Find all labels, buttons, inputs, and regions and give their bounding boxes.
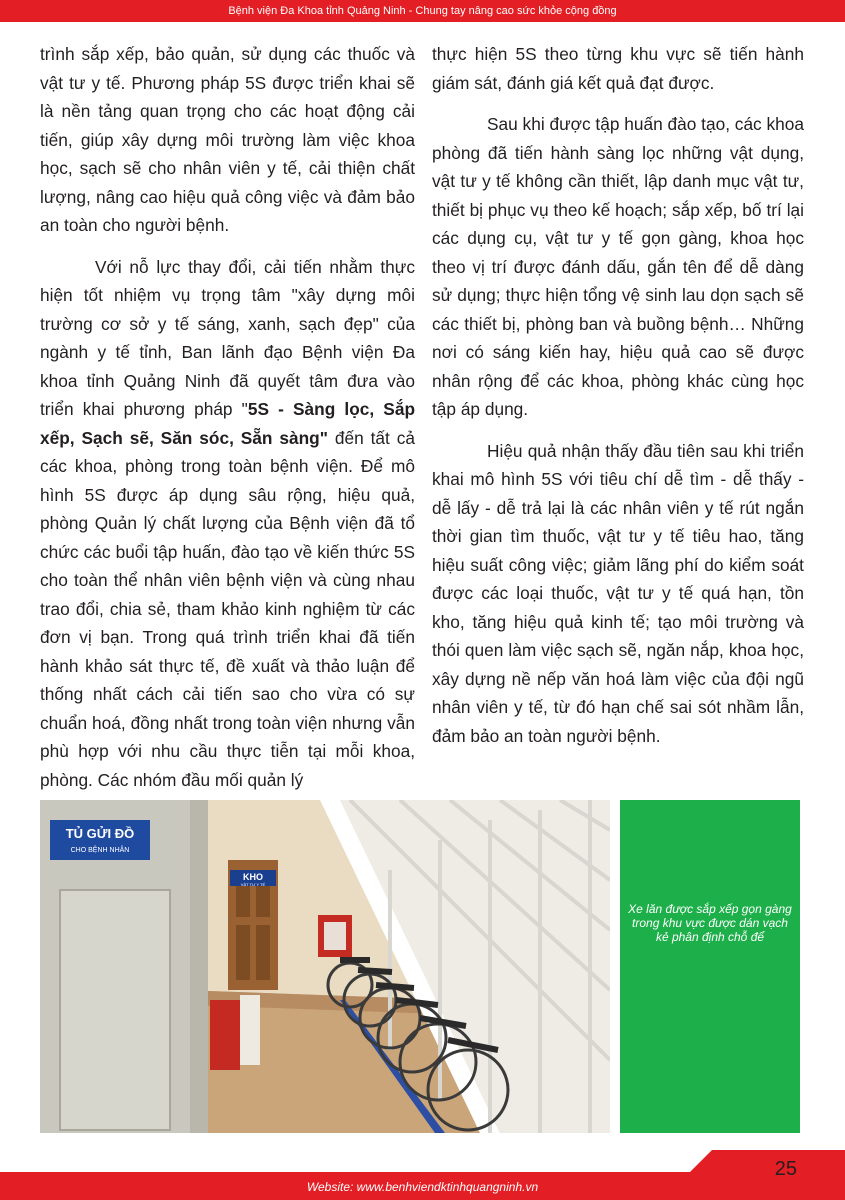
paragraph: trình sắp xếp, bảo quản, sử dụng các thuốc và vật tư y tế. Phương pháp 5S được triển khai sẽ là nền tảng quan trọng cho các hoạt động cải tiến, giúp xây dựng môi trường làm việc khoa học, sạch sẽ cho nhân viên y tế, cải thiện chất lượng, nâng cao hiệu quả công việc và đảm bảo an toàn cho người bệnh. <box>40 44 415 235</box>
photo-caption: Xe lăn được sắp xếp gọn gàng trong khu vực được dán vạch kẻ phân định chỗ để <box>628 902 792 944</box>
paragraph: thực hiện 5S theo từng khu vực sẽ tiến hành giám sát, đánh giá kết quả đạt được. <box>432 44 804 93</box>
page-number: 25 <box>774 1158 797 1180</box>
website-url: Website: www.benhviendktinhquangninh.vn <box>306 1180 539 1194</box>
paragraph-text: đến tất cả các khoa, phòng trong toàn bệnh viện. Để mô hình 5S được áp dụng sâu rộng, hiệu quả, phòng Quản lý chất lượng của Bệnh viện đã tổ chức các buổi tập huấn, đào tạo về kiến thức 5S cho toàn thể nhân viên bệnh viện và cùng nhau trao đổi, chia sẻ, tham khảo kinh nghiệm từ các đơn vị bạn. Trong quá trình triển khai đã tiến hành khảo sát thực tế, đề xuất và thảo luận để thống nhất cách cải tiến sao cho vừa có sự chuẩn hoá, đồng nhất trong toàn viện nhưng vẫn phù hợp với nhu cầu thực tiễn tại mỗi khoa, phòng. Các nhóm đầu mối quản lý <box>40 427 415 790</box>
caption-box <box>620 800 800 1133</box>
article-column-right <box>432 40 804 763</box>
wheelchair-photo <box>40 800 610 1133</box>
header-bar <box>0 0 845 22</box>
paragraph: Hiệu quả nhận thấy đầu tiên sau khi triển khai mô hình 5S với tiêu chí dễ tìm - dễ thấy - dễ lấy - dễ trả lại là các nhân viên y tế rút ngắn thời gian tìm thuốc, vật tư y tế tiêu hao, tăng hiệu suất công việc; giảm lãng phí do kiểm soát được các loại thuốc, vật tư y tế quá hạn, tồn kho, tăng hiệu quả kinh tế; tạo môi trường và thói quen làm việc sạch sẽ, ngăn nắp, khoa học, xây dựng nề nếp văn hoá làm việc của đội ngũ nhân viên y tế, từ đó hạn chế sai sót nhầm lẫn, đảm bảo an toàn người bệnh. <box>432 440 804 746</box>
header-title: Bệnh viện Đa Khoa tỉnh Quảng Ninh - Chung tay nâng cao sức khỏe cộng đồng <box>228 5 617 17</box>
locker-sign-title: TỦ GỬI ĐỒ <box>65 826 135 841</box>
wheelchair-photo-illustration <box>40 800 610 1133</box>
paragraph: Sau khi được tập huấn đào tạo, các khoa phòng đã tiến hành sàng lọc những vật dụng, vật tư y tế không cần thiết, lập danh mục vật tư, thiết bị phục vụ theo kế hoạch; sắp xếp, bố trí lại các dụng cụ, vật tư y tế gọn gàng, khoa học theo vị trí được đánh dấu, gắn tên để dễ dàng sử dụng; thực hiện tổng vệ sinh lau dọn sạch sẽ các thiết bị, phòng ban và buồng bệnh… Những nơi có sáng kiến hay, hiệu quả cao sẽ được nhân rộng để các khoa, phòng khác cùng học tập áp dụng. <box>432 114 804 419</box>
paragraph-bold-text: 5S - Sàng lọc, Sắp xếp, Sạch sẽ, Săn sóc, Sẵn sàng" <box>40 399 416 448</box>
locker-sign-subtitle: CHO BỆNH NHÂN <box>70 847 130 854</box>
door-sign-text: KHO <box>243 872 263 882</box>
paragraph <box>40 253 415 795</box>
door-sign-subtext: VẬT TƯ Y TẾ <box>240 882 266 887</box>
paragraph-text: Với nỗ lực thay đổi, cải tiến nhằm thực hiện tốt nhiệm vụ trọng tâm "xây dựng môi trường cơ sở y tế sáng, xanh, sạch đẹp" của ngành y tế tỉnh, Ban lãnh đạo Bệnh viện Đa khoa tỉnh Quảng Ninh đã quyết tâm đưa vào triển khai phương pháp " <box>40 256 415 419</box>
article-column-left <box>40 40 415 807</box>
